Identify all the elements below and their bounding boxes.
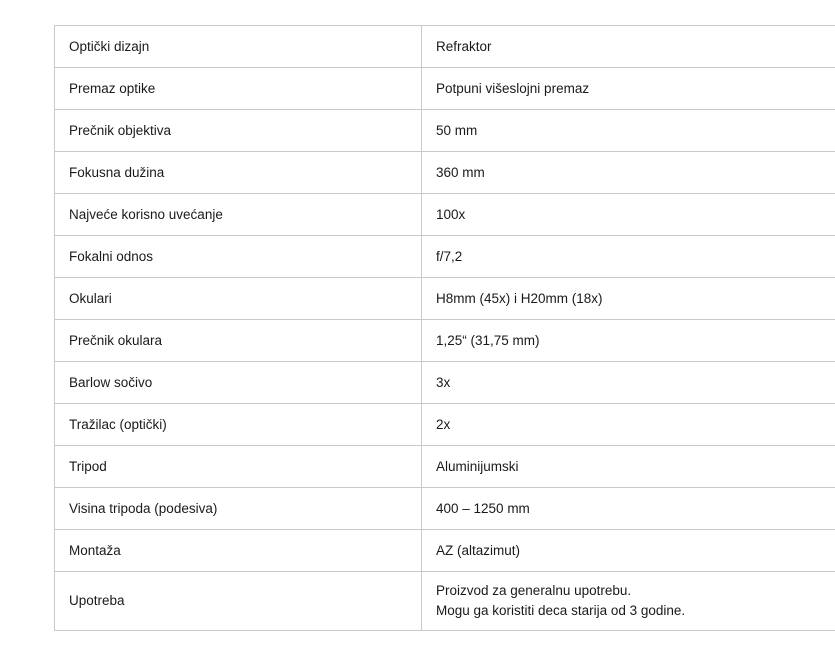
spec-label-cell: Montaža [55, 530, 422, 572]
table-row [55, 278, 835, 320]
table-row [55, 530, 835, 572]
table-row [55, 320, 835, 362]
spec-value-line: Potpuni višeslojni premaz [436, 80, 590, 96]
table-row [55, 152, 835, 194]
table-row [55, 26, 835, 68]
spec-value-line: Aluminijumski [436, 458, 519, 474]
table-row [55, 362, 835, 404]
spec-value-cell [422, 404, 835, 446]
spec-value-cell [422, 68, 835, 110]
spec-value-cell [422, 362, 835, 404]
spec-label-cell: Optički dizajn [55, 26, 422, 68]
spec-label-cell: Tripod [55, 446, 422, 488]
spec-value-line: 100x [436, 206, 466, 222]
table-row [55, 488, 835, 530]
table-row [55, 572, 835, 631]
spec-label-cell: Visina tripoda (podesiva) [55, 488, 422, 530]
table-row [55, 110, 835, 152]
table-row [55, 68, 835, 110]
spec-value-line: AZ (altazimut) [436, 542, 521, 558]
spec-value-cell [422, 194, 835, 236]
spec-value-line: H8mm (45x) i H20mm (18x) [436, 290, 603, 306]
table-row [55, 404, 835, 446]
spec-value-line: 1,25“ (31,75 mm) [436, 332, 540, 348]
spec-value-line: Mogu ga koristiti deca starija od 3 godine. [436, 603, 686, 618]
spec-value-line: Refraktor [436, 38, 492, 54]
spec-label-cell: Upotreba [55, 572, 422, 631]
spec-label-cell: Prečnik okulara [55, 320, 422, 362]
spec-label-cell: Tražilac (optički) [55, 404, 422, 446]
spec-value-line: 2x [436, 416, 451, 432]
spec-value-line: 3x [436, 374, 451, 390]
spec-value-line: 50 mm [436, 122, 478, 138]
spec-value-cell [422, 110, 835, 152]
spec-label-cell: Fokusna dužina [55, 152, 422, 194]
specifications-table-body [55, 26, 835, 631]
table-row [55, 236, 835, 278]
spec-label-cell: Fokalni odnos [55, 236, 422, 278]
spec-value-cell [422, 320, 835, 362]
spec-value-cell [422, 278, 835, 320]
spec-value-cell [422, 572, 835, 631]
spec-value-cell [422, 152, 835, 194]
spec-label-cell: Premaz optike [55, 68, 422, 110]
specifications-table-container [54, 25, 792, 631]
spec-value-cell [422, 446, 835, 488]
spec-label-cell: Barlow sočivo [55, 362, 422, 404]
spec-value-cell [422, 530, 835, 572]
spec-label-cell: Okulari [55, 278, 422, 320]
spec-value-line: 400 – 1250 mm [436, 500, 530, 516]
specifications-table [54, 25, 835, 631]
spec-label-cell: Najveće korisno uvećanje [55, 194, 422, 236]
table-row [55, 194, 835, 236]
spec-value-line: f/7,2 [436, 248, 463, 264]
spec-value-cell [422, 26, 835, 68]
spec-value-line: 360 mm [436, 164, 485, 180]
spec-value-cell [422, 236, 835, 278]
spec-label-cell: Prečnik objektiva [55, 110, 422, 152]
spec-value-line: Proizvod za generalnu upotrebu. [436, 583, 632, 599]
table-row [55, 446, 835, 488]
spec-value-cell [422, 488, 835, 530]
